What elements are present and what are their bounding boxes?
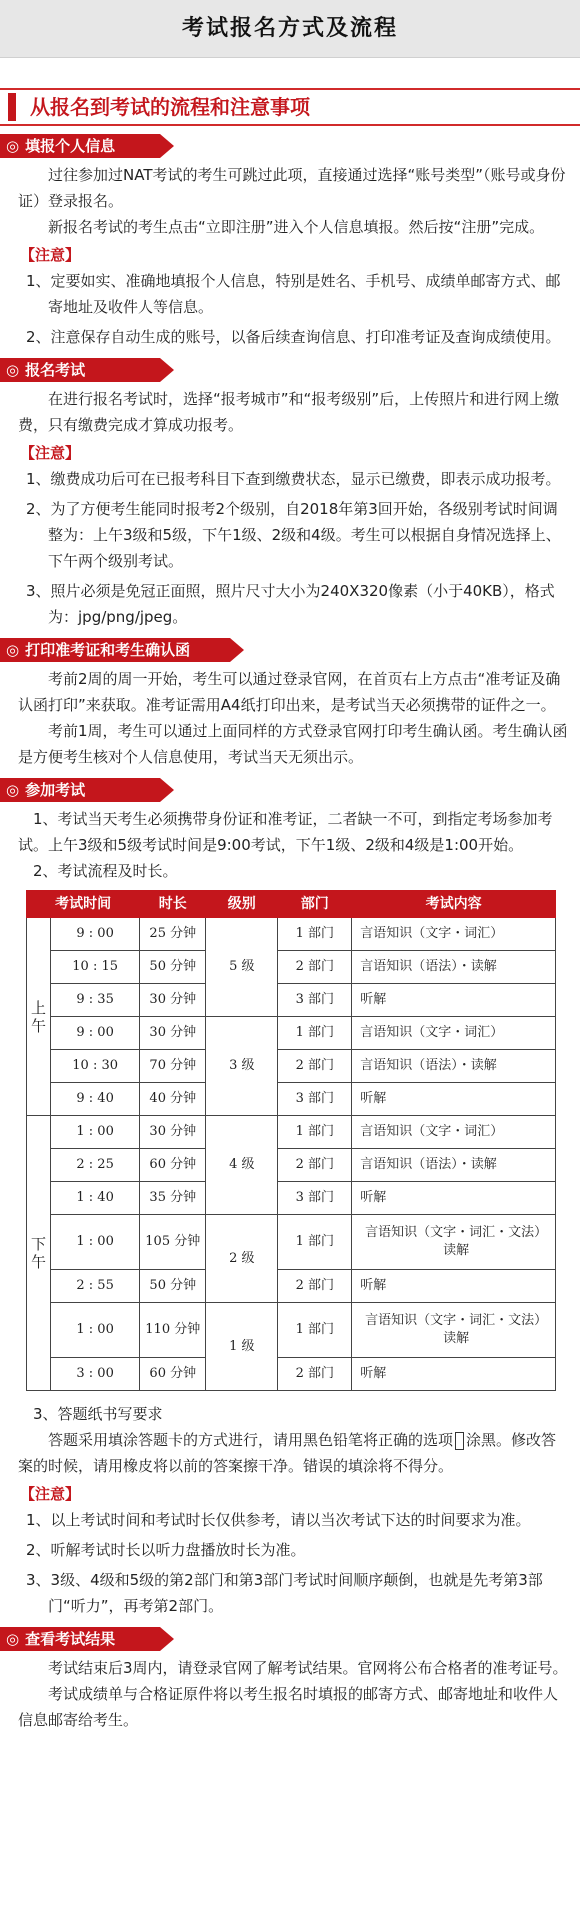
- paragraph: 2、考试流程及时长。: [33, 862, 178, 880]
- part-cell: 3 部门: [278, 1182, 352, 1215]
- table-row: [27, 918, 556, 951]
- table-row: [27, 1050, 556, 1083]
- part-cell: 1 部门: [278, 1017, 352, 1050]
- content-cell: 言语知识（文字・词汇）: [352, 1116, 556, 1149]
- time-cell: 2 : 55: [51, 1270, 140, 1303]
- content-cell: 言语知识（语法）・读解: [352, 951, 556, 984]
- section-head-print-admission: [0, 638, 230, 662]
- table-header-row: [27, 891, 556, 918]
- level-cell: 2 级: [206, 1215, 278, 1303]
- banner-accent-bar: [8, 93, 16, 121]
- afternoon-cell: 下 午: [27, 1116, 51, 1391]
- time-cell: 9 : 00: [51, 918, 140, 951]
- content-cell: 听解: [352, 1270, 556, 1303]
- duration-cell: 60 分钟: [140, 1358, 206, 1391]
- target-circle-icon: ◎: [6, 781, 20, 799]
- part-cell: 3 部门: [278, 984, 352, 1017]
- note-item: 2、为了方便考生能同时报考2个级别，自2018年第3回开始，各级别考试时间调整为：上午3级和5级，下午1级、2级和4级。考生可以根据自身情况选择上、下午两个级别考试。: [26, 500, 561, 570]
- section-head-label: 填报个人信息: [25, 137, 116, 155]
- time-cell: 1 : 00: [51, 1116, 140, 1149]
- part-cell: 2 部门: [278, 951, 352, 984]
- column-header: 级别: [206, 891, 278, 918]
- table-row: [27, 1149, 556, 1182]
- time-cell: 9 : 40: [51, 1083, 140, 1116]
- duration-cell: 105 分钟: [140, 1215, 206, 1270]
- duration-cell: 35 分钟: [140, 1182, 206, 1215]
- content-cell: 听解: [352, 984, 556, 1017]
- part-cell: 3 部门: [278, 1083, 352, 1116]
- section-head-results: [0, 1627, 160, 1651]
- paragraph: 在进行报名考试时，选择“报考城市”和“报考级别”后，上传照片和进行网上缴费，只有缴费完成才算成功报考。: [18, 390, 560, 434]
- section-head-label: 查看考试结果: [25, 1630, 116, 1648]
- note-label: 【注意】: [20, 1485, 81, 1503]
- time-cell: 9 : 00: [51, 1017, 140, 1050]
- table-row: [27, 1017, 556, 1050]
- content-cell: 言语知识（文字・词汇）: [352, 1017, 556, 1050]
- content-cell: 言语知识（语法）・读解: [352, 1149, 556, 1182]
- part-cell: 1 部门: [278, 1215, 352, 1270]
- answer-box-icon: [455, 1432, 464, 1450]
- table-row: [27, 1215, 556, 1270]
- target-circle-icon: ◎: [6, 361, 20, 379]
- table-row: [27, 1358, 556, 1391]
- target-circle-icon: ◎: [6, 641, 20, 659]
- level-cell: 1 级: [206, 1303, 278, 1391]
- paragraph-text: 答题采用填涂答题卡的方式进行，请用黑色铅笔将正确的选项: [48, 1431, 454, 1449]
- time-cell: 2 : 25: [51, 1149, 140, 1182]
- note-item: 2、听解考试时长以听力盘播放时长为准。: [26, 1541, 306, 1559]
- target-circle-icon: ◎: [6, 1630, 20, 1648]
- column-header: 部门: [278, 891, 352, 918]
- banner-title: 从报名到考试的流程和注意事项: [30, 95, 310, 119]
- target-circle-icon: ◎: [6, 137, 20, 155]
- level-cell: 4 级: [206, 1116, 278, 1215]
- note-item: 3、3级、4级和5级的第2部门和第3部门考试时间顺序颠倒，也就是先考第3部门“听力”，再考第2部门。: [26, 1571, 543, 1615]
- paragraph-text: 涂黑。修改答案的时候，请用橡皮将以前的答案擦干净。错误的填涂将不得分。: [18, 1431, 557, 1475]
- note-item: 2、注意保存自动生成的账号，以备后续查询信息、打印准考证及查询成绩使用。: [26, 328, 561, 346]
- time-cell: 10 : 30: [51, 1050, 140, 1083]
- paragraph: 考前1周，考生可以通过上面同样的方式登录官网打印考生确认函。考生确认函是方便考生核对个人信息使用，考试当天无须出示。: [18, 722, 568, 766]
- note-item: 3、照片必须是免冠正面照，照片尺寸大小为240X320像素（小于40KB），格式为：jpg/png/jpeg。: [26, 582, 555, 626]
- paragraph: 考试结束后3周内，请登录官网了解考试结果。官网将公布合格者的准考证号。: [48, 1659, 568, 1677]
- part-cell: 1 部门: [278, 1116, 352, 1149]
- paragraph: 考前2周的周一开始，考生可以通过登录官网，在首页右上方点击“准考证及确认函打印”来获取。准考证需用A4纸打印出来，是考试当天必须携带的证件之一。: [18, 670, 561, 714]
- table-row: [27, 984, 556, 1017]
- content-cell: 言语知识（文字・词汇・文法）读解: [352, 1215, 556, 1270]
- content-cell: 听解: [352, 1358, 556, 1391]
- section-head-label: 打印准考证和考生确认函: [25, 641, 191, 659]
- duration-cell: 50 分钟: [140, 1270, 206, 1303]
- time-cell: 3 : 00: [51, 1358, 140, 1391]
- page-title: 考试报名方式及流程: [0, 0, 580, 58]
- table-row: [27, 1182, 556, 1215]
- part-cell: 1 部门: [278, 918, 352, 951]
- section-head-label: 参加考试: [25, 781, 86, 799]
- duration-cell: 70 分钟: [140, 1050, 206, 1083]
- paragraph: 考试成绩单与合格证原件将以考生报名时填报的邮寄方式、邮寄地址和收件人信息邮寄给考生。: [18, 1685, 559, 1729]
- level-cell: 3 级: [206, 1017, 278, 1116]
- duration-cell: 110 分钟: [140, 1303, 206, 1358]
- duration-cell: 30 分钟: [140, 1116, 206, 1149]
- exam-schedule-table: [26, 890, 556, 1391]
- paragraph: 3、答题纸书写要求: [33, 1405, 163, 1423]
- duration-cell: 30 分钟: [140, 1017, 206, 1050]
- paragraph: 新报名考试的考生点击“立即注册”进入个人信息填报。然后按“注册”完成。: [48, 218, 545, 236]
- duration-cell: 30 分钟: [140, 984, 206, 1017]
- part-cell: 2 部门: [278, 1149, 352, 1182]
- duration-cell: 50 分钟: [140, 951, 206, 984]
- part-cell: 2 部门: [278, 1270, 352, 1303]
- section-banner: [0, 88, 580, 126]
- paragraph: [0, 1427, 580, 1479]
- column-header: 考试内容: [352, 891, 556, 918]
- note-item: 1、缴费成功后可在已报考科目下查到缴费状态，显示已缴费，即表示成功报考。: [26, 470, 561, 488]
- paragraph: 1、考试当天考生必须携带身份证和准考证，二者缺一不可，到指定考场参加考试。上午3级和5级考试时间是9:00考试，下午1级、2级和4级是1:00开始。: [18, 810, 553, 854]
- section-head-label: 报名考试: [25, 361, 86, 379]
- section-head-register-exam: [0, 358, 160, 382]
- time-cell: 1 : 40: [51, 1182, 140, 1215]
- part-cell: 2 部门: [278, 1358, 352, 1391]
- column-header: 时长: [140, 891, 206, 918]
- table-row: [27, 951, 556, 984]
- paragraph: 过往参加过NAT考试的考生可跳过此项，直接通过选择“账号类型”（账号或身份证）登录报名。: [18, 166, 566, 210]
- note-item: 1、定要如实、准确地填报个人信息，特别是姓名、手机号、成绩单邮寄方式、邮寄地址及收件人等信息。: [26, 272, 561, 316]
- content-cell: 听解: [352, 1083, 556, 1116]
- table-row: [27, 1303, 556, 1358]
- note-label: 【注意】: [20, 444, 81, 462]
- morning-cell: 上 午: [27, 918, 51, 1116]
- level-cell: 5 级: [206, 918, 278, 1017]
- time-cell: 10 : 15: [51, 951, 140, 984]
- part-cell: 2 部门: [278, 1050, 352, 1083]
- content-cell: 言语知识（文字・词汇・文法）读解: [352, 1303, 556, 1358]
- duration-cell: 40 分钟: [140, 1083, 206, 1116]
- column-header: 考试时间: [27, 891, 140, 918]
- content-cell: 言语知识（语法）・读解: [352, 1050, 556, 1083]
- table-row: [27, 1270, 556, 1303]
- time-cell: 1 : 00: [51, 1303, 140, 1358]
- note-label: 【注意】: [20, 246, 81, 264]
- table-row: [27, 1116, 556, 1149]
- time-cell: 1 : 00: [51, 1215, 140, 1270]
- section-head-fill-info: [0, 134, 160, 158]
- duration-cell: 25 分钟: [140, 918, 206, 951]
- part-cell: 1 部门: [278, 1303, 352, 1358]
- content-cell: 言语知识（文字・词汇）: [352, 918, 556, 951]
- duration-cell: 60 分钟: [140, 1149, 206, 1182]
- content-cell: 听解: [352, 1182, 556, 1215]
- time-cell: 9 : 35: [51, 984, 140, 1017]
- section-head-take-exam: [0, 778, 160, 802]
- note-item: 1、以上考试时间和考试时长仅供参考，请以当次考试下达的时间要求为准。: [26, 1511, 531, 1529]
- table-row: [27, 1083, 556, 1116]
